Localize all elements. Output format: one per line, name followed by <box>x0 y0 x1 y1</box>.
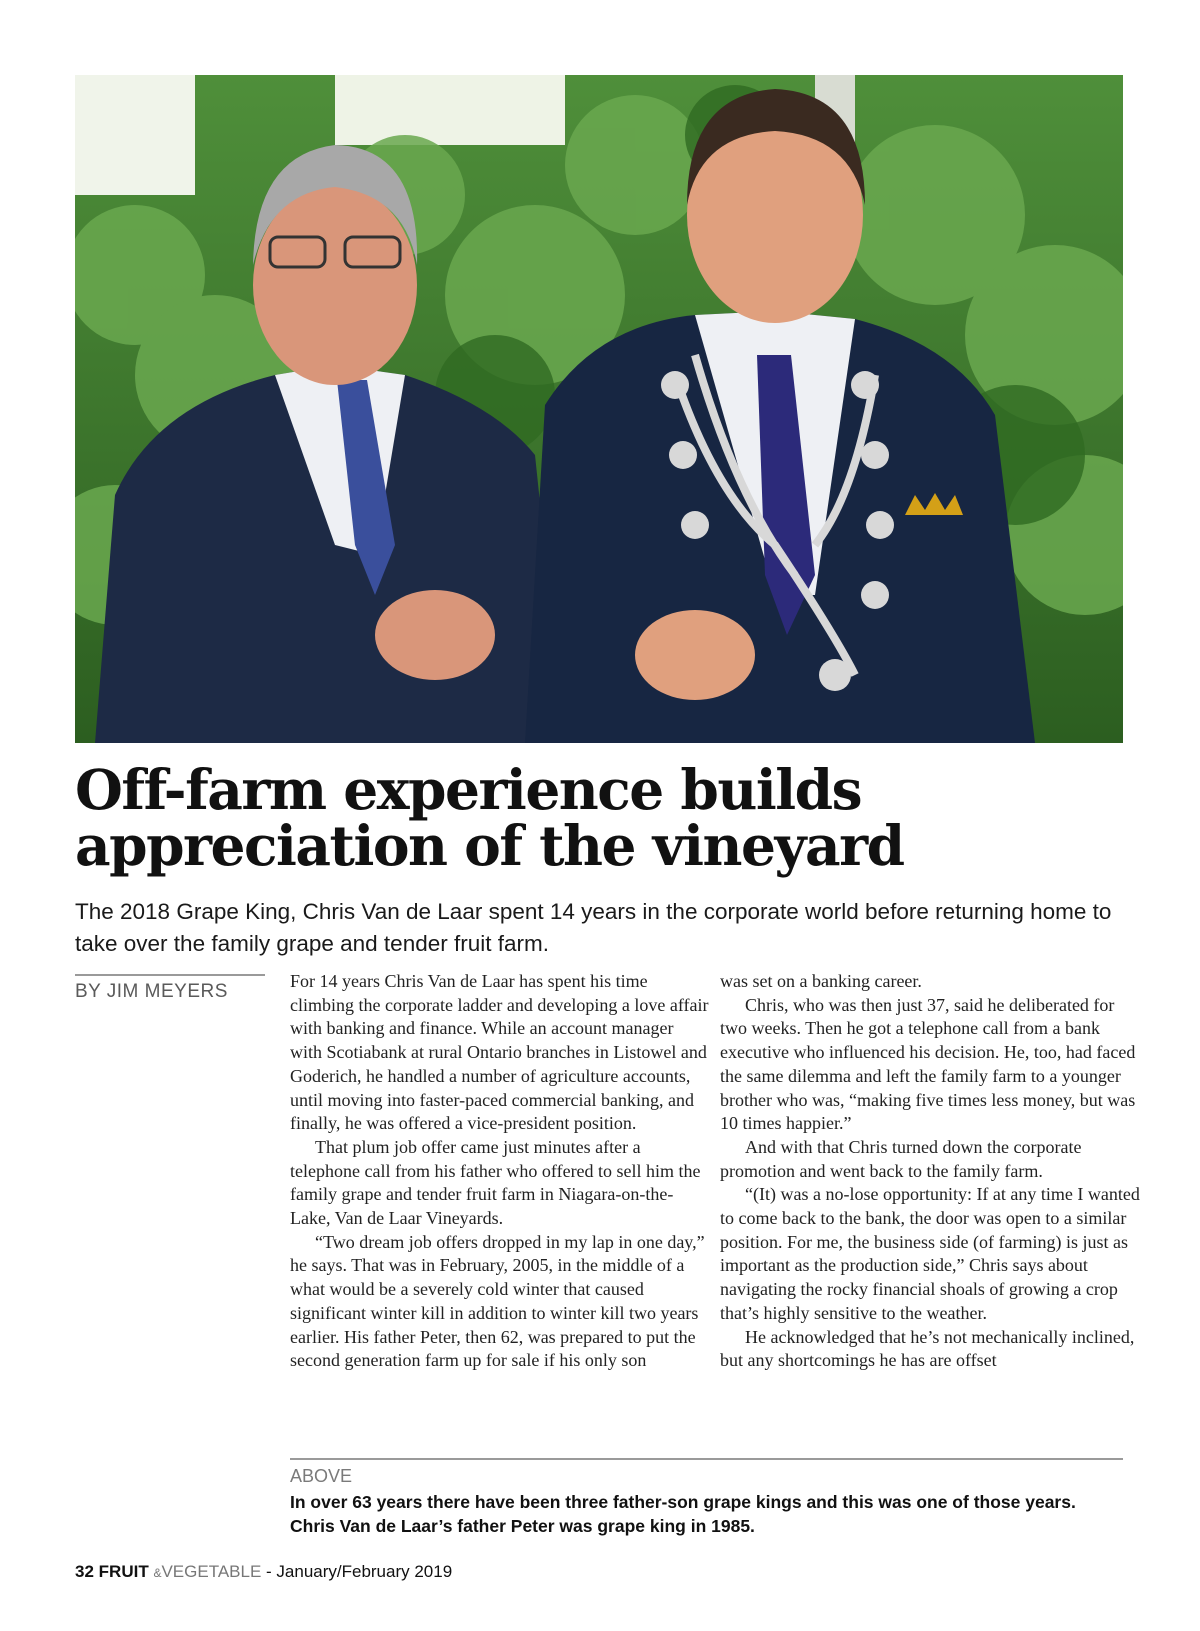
caption-divider <box>290 1458 1123 1460</box>
paragraph: And with that Chris turned down the corporate promotion and went back to the family farm. <box>720 1136 1082 1181</box>
article-headline <box>75 757 1135 878</box>
byline-divider <box>75 974 265 976</box>
paragraph: He acknowledged that he’s not mechanically inclined, but any shortcomings he has are offset <box>720 1326 1135 1371</box>
headline-line-2: appreciation of the vineyard <box>75 813 904 878</box>
paragraph: Chris, who was then just 37, said he deliberated for two weeks. Then he got a telephone call from a bank executive who influenced his decision. He, too, had faced the same dilemma and left the family farm to a younger brother who was, “making five times less money, but was 10 times happier.” <box>720 994 1136 1134</box>
paragraph: That plum job offer came just minutes after a telephone call from his father who offered to sell him the family grape and tender fruit farm in Niagara-on-the-Lake, Van de Laar Vineyards. <box>290 1136 701 1229</box>
body-column-1 <box>290 970 710 1373</box>
body-column-2 <box>720 970 1140 1373</box>
issue-date: - January/February 2019 <box>261 1562 453 1581</box>
article-photo <box>75 75 1123 743</box>
photo-caption: In over 63 years there have been three father-son grape kings and this was one of those years. Chris Van de Laar’s father Peter was grape king in 1985. <box>290 1492 1076 1536</box>
magazine-name-ampersand: & <box>153 1566 162 1580</box>
page-number: 32 <box>75 1562 94 1581</box>
paragraph: “Two dream job offers dropped in my lap in one day,” he says. That was in February, 2005, in the middle of a what would be a severely cold winter that caused significant winter kill in addition to winter kill two years earlier. His father Peter, then 62, was prepared to put the second generation farm up for sale if his only son <box>290 1231 705 1371</box>
magazine-name-vegetable: VEGETABLE <box>161 1562 262 1581</box>
page-footer <box>75 1562 452 1582</box>
magazine-name-fruit: FRUIT <box>98 1562 149 1581</box>
byline: BY JIM MEYERS <box>75 981 228 1002</box>
article-deck: The 2018 Grape King, Chris Van de Laar spent 14 years in the corporate world before returning home to take over the family grape and tender fruit farm. <box>75 899 1112 956</box>
vineyard-portrait-illustration <box>75 75 1123 743</box>
caption-label: ABOVE <box>290 1466 353 1486</box>
paragraph: For 14 years Chris Van de Laar has spent his time climbing the corporate ladder and developing a love affair with banking and finance. While an account manager with Scotiabank at rural Ontario branches in Listowel and Goderich, he handled a number of agriculture accounts, until moving into faster-paced commercial banking, and finally, he was offered a vice-president position. <box>290 971 709 1134</box>
paragraph: “(It) was a no-lose opportunity: If at any time I wanted to come back to the bank, the door was open to a similar position. For me, the business side (of farming) is just as important as the production side,” Chris says about navigating the rocky financial shoals of growing a crop that’s highly sensitive to the weather. <box>720 1184 1140 1323</box>
headline-line-1: Off-farm experience builds <box>75 757 862 822</box>
paragraph: was set on a banking career. <box>720 971 922 991</box>
